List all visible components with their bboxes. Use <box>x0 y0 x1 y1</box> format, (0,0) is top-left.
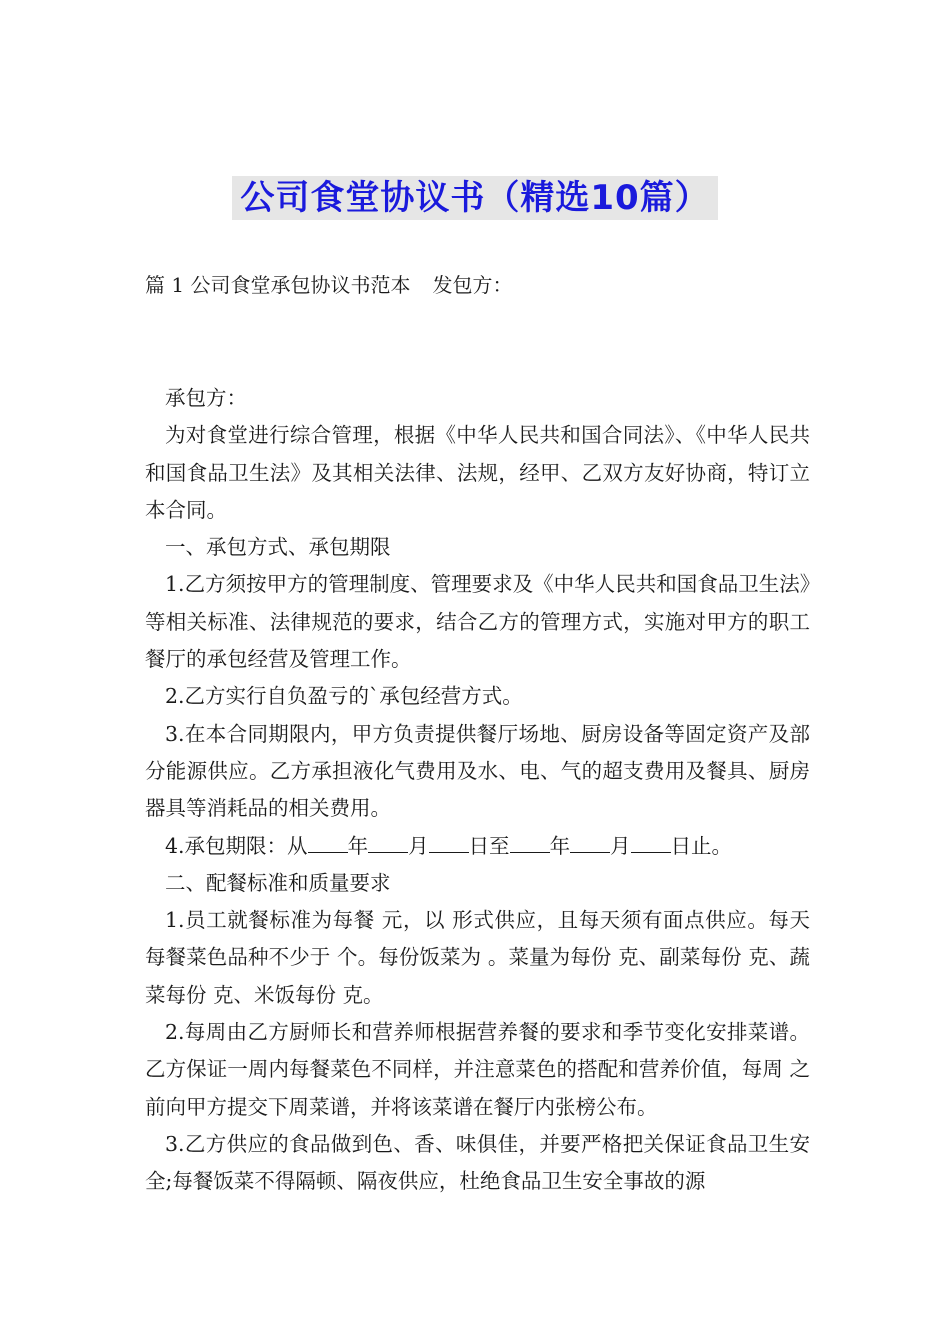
clause-2-2: 2.每周由乙方厨师长和营养师根据营养餐的要求和季节变化安排菜谱。乙方保证一周内每餐菜色不同样，并注意菜色的搭配和营养价值，每周 之前向甲方提交下周菜谱，并将该菜谱在餐厅内张榜公布。 <box>145 1020 810 1119</box>
clause-1-2: 2.乙方实行自负盈亏的`承包经营方式。 <box>165 684 523 709</box>
clause-1-4 <box>145 828 810 865</box>
document-body <box>145 380 810 1201</box>
document-title: 公司食堂协议书（精选10篇） <box>232 176 717 220</box>
clause-1-4-text-c: 月 <box>408 833 429 858</box>
title-container <box>0 176 950 220</box>
clause-1-4-text-g: 日止。 <box>670 833 733 858</box>
contractor-label: 承包方： <box>165 386 247 410</box>
clause-1-4-text-b: 年 <box>347 833 369 858</box>
clause-2-3: 3.乙方供应的食品做到色、香、味俱佳，并要严格把关保证食品卫生安全;每餐饭菜不得隔顿、隔夜供应，杜绝食品卫生安全事故的源 <box>145 1131 810 1194</box>
clause-1-1: 1.乙方须按甲方的管理制度、管理要求及《中华人民共和国食品卫生法》等相关标准、法律规范的要求，结合乙方的管理方式，实施对甲方的职工餐厅的承包经营及管理工作。 <box>145 572 810 672</box>
section-heading <box>145 270 512 300</box>
blank-line <box>510 836 550 853</box>
issuer-label: 发包方： <box>432 273 513 297</box>
clause-2-1: 1.员工就餐标准为每餐 元，以 形式供应，且每天须有面点供应。每天每餐菜色品种不少于 个。每份饭菜为 。菜量为每份 克、副菜每份 克、蔬菜每份 克、米饭每份 克。 <box>145 908 810 1007</box>
section-heading-label: 篇 1 公司食堂承包协议书范本 <box>145 273 411 297</box>
clause-1-4-text-f: 月 <box>610 833 631 858</box>
blank-line <box>631 836 671 853</box>
clause-1-4-text-a: 4.承包期限：从 <box>165 833 308 858</box>
clause-1-4-text-e: 年 <box>549 833 571 858</box>
blank-line <box>429 836 469 853</box>
preamble-paragraph: 为对食堂进行综合管理，根据《中华人民共和国合同法》、《中华人民共和国食品卫生法》及其相关法律、法规，经甲、乙双方友好协商，特订立本合同。 <box>145 423 810 522</box>
section-one-heading: 一、承包方式、承包期限 <box>165 535 391 560</box>
section-two-heading: 二、配餐标准和质量要求 <box>165 870 391 895</box>
clause-1-4-text-d: 日至 <box>468 833 510 858</box>
blank-line <box>368 836 408 853</box>
blank-line <box>308 836 348 853</box>
clause-1-3: 3.在本合同期限内，甲方负责提供餐厅场地、厨房设备等固定资产及部分能源供应。乙方承担液化气费用及水、电、气的超支费用及餐具、厨房器具等消耗品的相关费用。 <box>145 721 810 821</box>
blank-line <box>570 836 610 853</box>
